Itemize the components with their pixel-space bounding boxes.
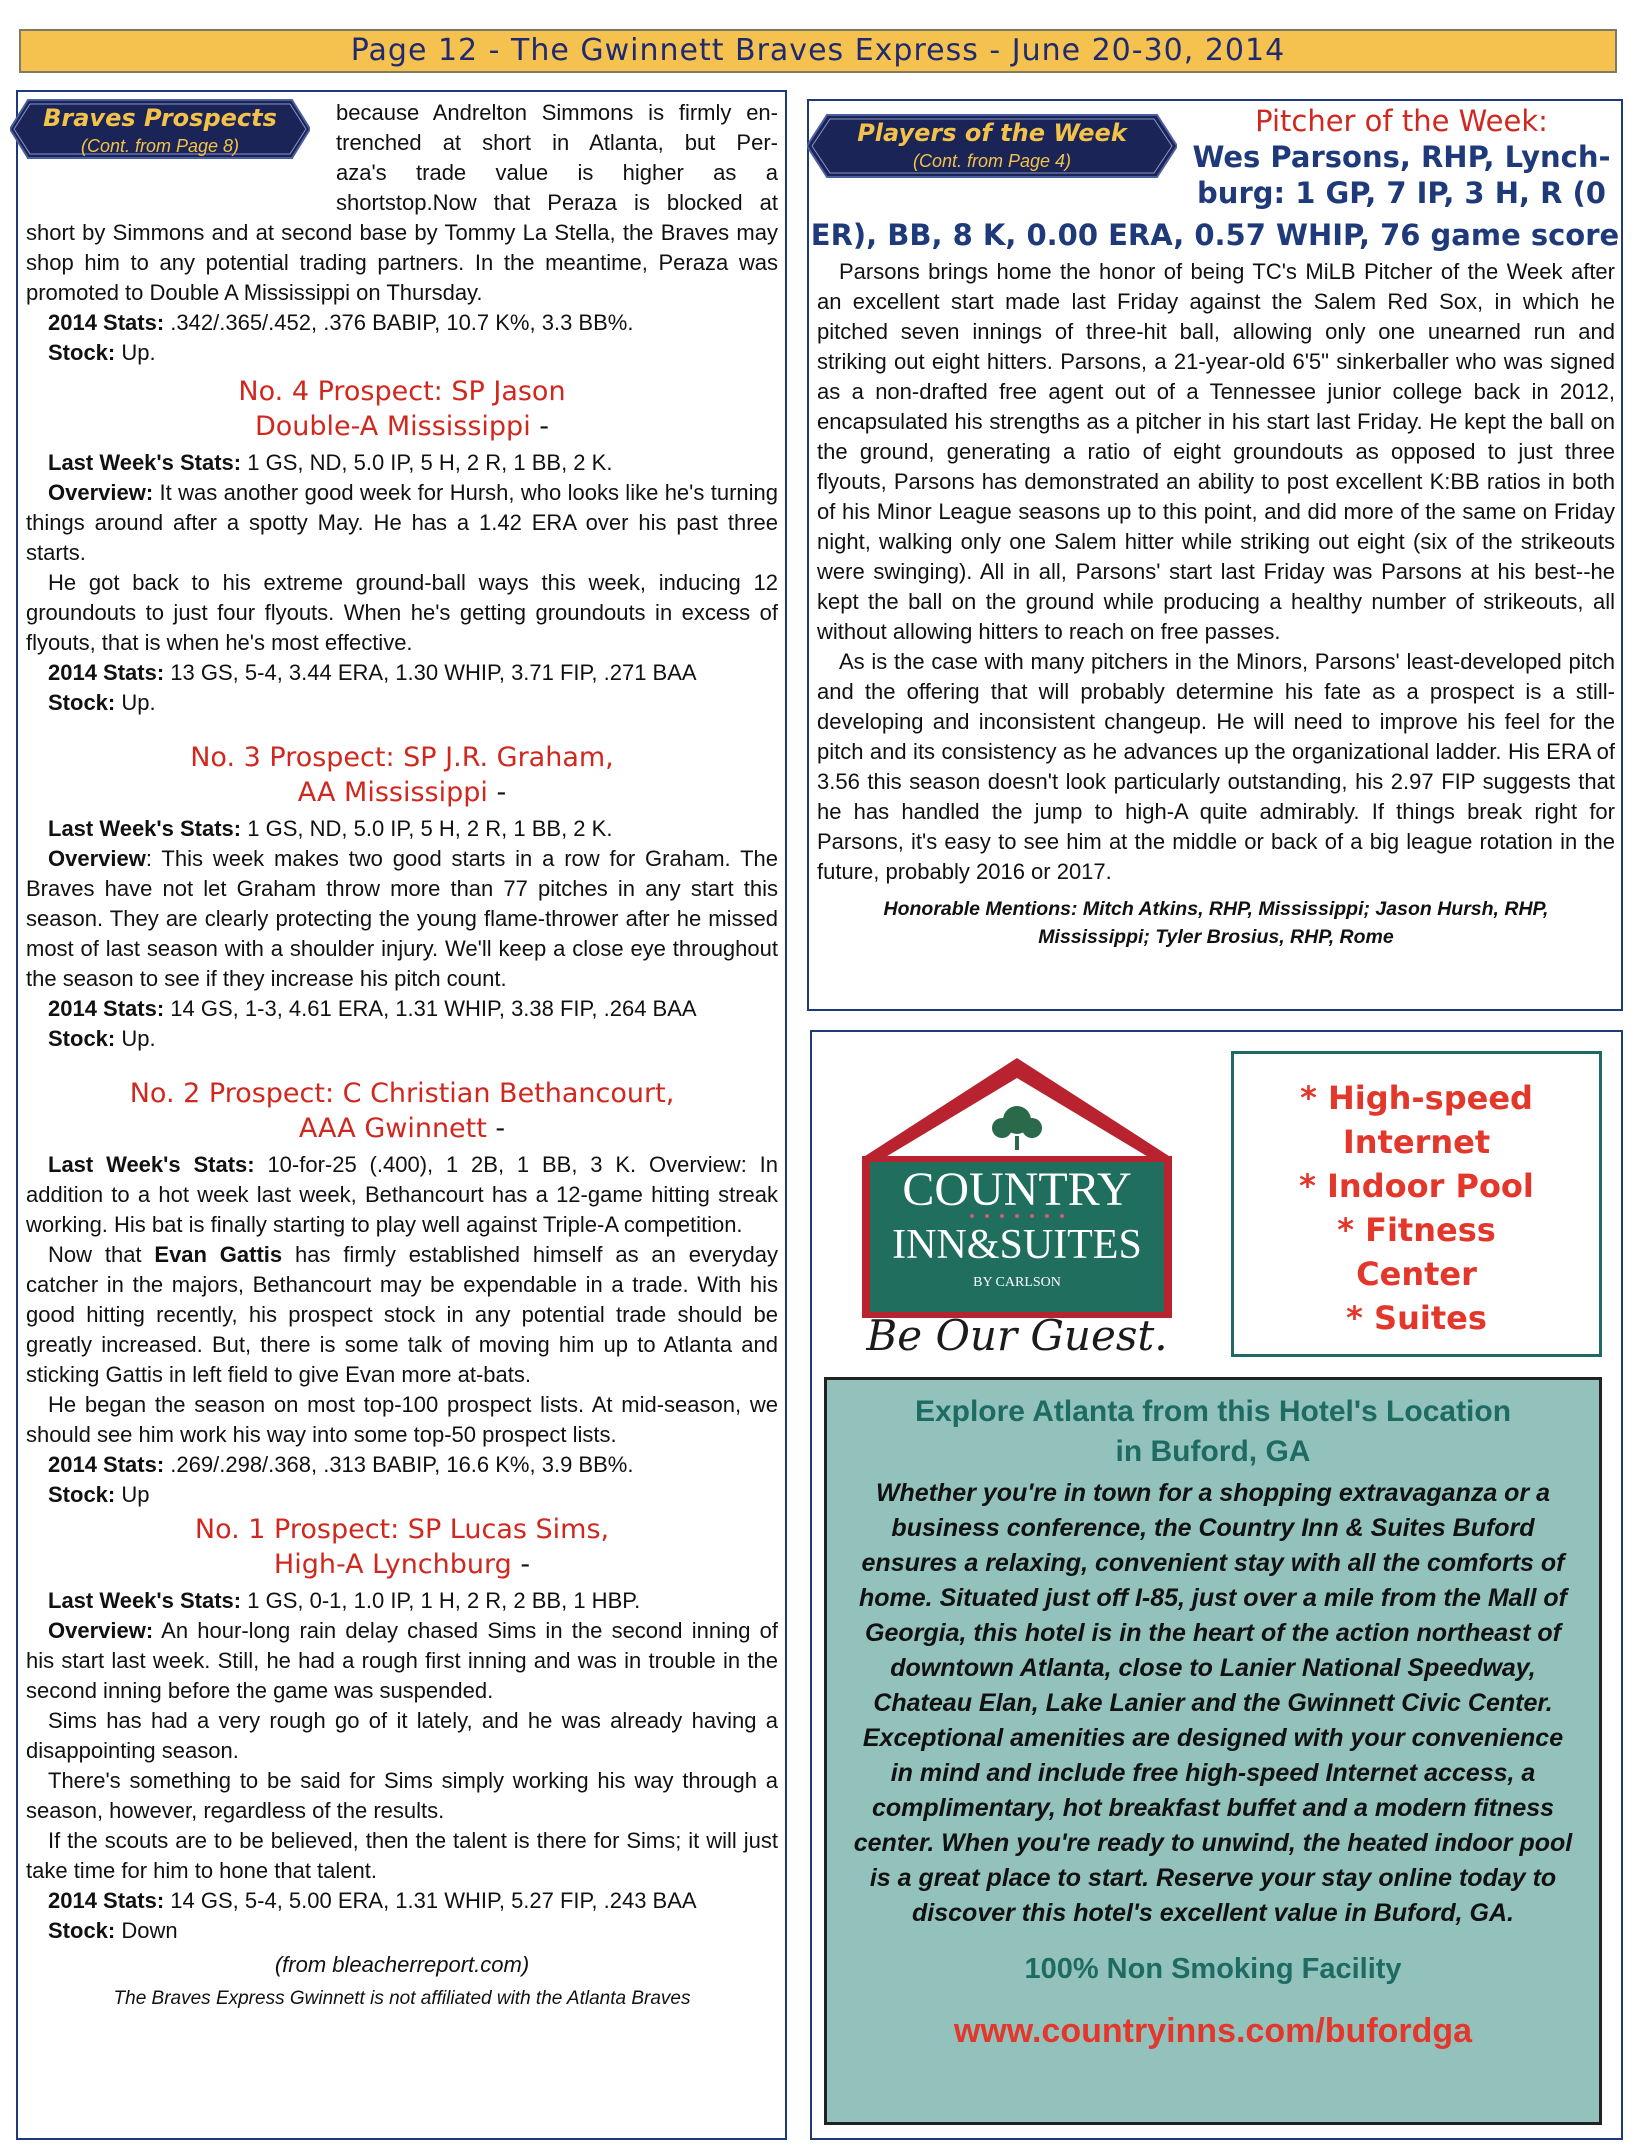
- prospect-2-stock: Stock: Up: [48, 1482, 150, 1507]
- prospect-4-stock: Stock: Up.: [48, 690, 156, 715]
- prospect-4-stats: 2014 Stats: 13 GS, 5-4, 3.44 ERA, 1.30 WHIP, 3.71 FIP, .271 BAA: [48, 660, 697, 685]
- prospect-2-section: [26, 1076, 778, 1510]
- explore-body: Whether you're in town for a shopping extravaganza or a business conference, the Country Inn & Suites Buford ensures a relaxing, convenient stay with all the comforts of home. Situated just off I-85, just over a mile from the Mall of Georgia, this hotel is in the heart of the action northeast of downtown Atlanta, close to Lanier National Speedway, Chateau Elan, Lake Lanier and the Gwinnett Civic Center. Exceptional amenities are designed with your convenience in mind and include free high-speed Internet access, a complimentary, hot breakfast buffet and a modern fitness center. When you're ready to unwind, the heated indoor pool is a great place to start. Reserve your stay online today to discover this hotel's excellent value in Buford, GA.: [853, 1479, 1573, 1927]
- page-header: Page 12 - The Gwinnett Braves Express - June 20-30, 2014: [19, 29, 1617, 73]
- prospect-2-subheading: AAA Gwinnett -: [298, 1113, 506, 1144]
- prospect-3-subheading: AA Mississippi -: [297, 777, 507, 808]
- prospect-4-section: [26, 374, 778, 718]
- hotel-url-link[interactable]: www.countryinns.com/bufordga: [953, 2012, 1473, 2050]
- potw-heading-block: [1189, 103, 1614, 211]
- prospect-2-paragraph-2: He began the season on most top-100 prospect lists. At mid-season, we should see him work his way into some top-50 prospect lists.: [26, 1392, 778, 1447]
- banner-title: Braves Prospects: [43, 104, 277, 132]
- amenity-line-5: Center: [1356, 1255, 1477, 1293]
- country-inn-logo: [842, 1050, 1192, 1360]
- prospect-2-stats: 2014 Stats: .269/.298/.368, .313 BABIP, 16.6 K%, 3.9 BB%.: [48, 1452, 634, 1477]
- prospect-3-last-week: Last Week's Stats: 1 GS, ND, 5.0 IP, 5 H, 2 R, 1 BB, 2 K.: [48, 816, 613, 841]
- prospect-3-section: [26, 740, 778, 1054]
- prospect-1-stock: Stock: Down: [48, 1918, 178, 1943]
- prospect-1-paragraph-4: If the scouts are to be believed, then the talent is there for Sims; it will just take time for him to hone that talent.: [26, 1828, 778, 1883]
- prospect-4-overview: Overview: It was another good week for Hursh, who looks like he's turning things around after a spotty May. He has a 1.42 ERA over his past three starts.: [26, 480, 778, 565]
- prospect-2-last-week: Last Week's Stats: 10-for-25 (.400), 1 2B, 1 BB, 3 K. Overview: In addition to a hot week last week, Bethancourt has a 12-game hitting streak working. His bat is finally starting to play well against Triple-A competition.: [26, 1152, 779, 1237]
- intro-line-4: shortstop.Now that Peraza is blocked at: [336, 190, 778, 215]
- prospect-1-overview: Overview: An hour-long rain delay chased Sims in the second inning of his start last week. Still, he had a rough first inning and was in trouble in the second inning before the game was suspended.: [26, 1618, 778, 1703]
- prospect-3-stats: 2014 Stats: 14 GS, 1-3, 4.61 ERA, 1.31 WHIP, 3.38 FIP, .264 BAA: [48, 996, 697, 1021]
- potw-line-2: Wes Parsons, RHP, Lynch-: [1192, 140, 1611, 174]
- potw-title: Pitcher of the Week:: [1255, 104, 1548, 138]
- amenity-line-6: * Suites: [1346, 1299, 1487, 1337]
- non-smoking-note: 100% Non Smoking Facility: [1024, 1953, 1402, 1985]
- logo-by-carlson: BY CARLSON: [973, 1275, 1061, 1290]
- banner-title: Players of the Week: [857, 119, 1127, 147]
- prospect-2-heading: No. 2 Prospect: C Christian Bethancourt,: [129, 1078, 675, 1109]
- banner-subtitle: (Cont. from Page 4): [912, 151, 1072, 171]
- banner-subtitle: (Cont. from Page 8): [80, 136, 240, 156]
- intro-line-3: aza's trade value is higher as a: [336, 160, 778, 185]
- logo-tagline: Be Our Guest.: [866, 1311, 1168, 1360]
- prospect-1-subheading: High-A Lynchburg -: [273, 1549, 531, 1580]
- p5-stats: 2014 Stats: .342/.365/.452, .376 BABIP, 10.7 K%, 3.3 BB%.: [48, 310, 634, 335]
- honorable-mentions: Honorable Mentions: Mitch Atkins, RHP, Mississippi; Jason Hursh, RHP, Mississippi; Tyler Brosius, RHP, Rome: [883, 898, 1549, 948]
- left-column-text: [26, 98, 778, 2014]
- country-inn-logo-icon: [842, 1050, 1192, 1360]
- prospect-3-stock: Stock: Up.: [48, 1026, 156, 1051]
- players-of-the-week-box: [807, 99, 1623, 1011]
- explore-atlanta-box: [824, 1377, 1602, 2125]
- logo-line-1: COUNTRY: [902, 1163, 1132, 1216]
- potw-paragraph-2: As is the case with many pitchers in the Minors, Parsons' least-developed pitch and the offering that will probably determine his fate as a prospect is a still-developing and inconsistent changeup. He will need to improve his feel for the pitch and its consistency as he advances up the organizational ladder. His ERA of 3.56 this season doesn't look particularly outstanding, his 2.97 FIP suggests that he has handled the jump to high-A quite admirably. If things break right for Parsons, it's easy to see him at the middle or back of a big league rotation in the future, probably 2016 or 2017.: [817, 649, 1615, 884]
- disclaimer: The Braves Express Gwinnett is not affiliated with the Atlanta Braves: [113, 1988, 691, 2009]
- prospect-1-section: [26, 1512, 778, 1946]
- p5-stock: Stock: Up.: [48, 340, 156, 365]
- intro-paragraph: short by Simmons and at second base by Tommy La Stella, the Braves may shop him to any potential trading partners. In the meantime, Peraza was promoted to Double A Mississippi on Thursday.: [26, 220, 778, 305]
- intro-wrap-lines: [26, 98, 778, 218]
- potw-line-3: burg: 1 GP, 7 IP, 3 H, R (0: [1197, 176, 1606, 210]
- prospect-4-last-week: Last Week's Stats: 1 GS, ND, 5.0 IP, 5 H, 2 R, 1 BB, 2 K.: [48, 450, 613, 475]
- prospect-1-paragraph-2: Sims has had a very rough go of it lately, and he was already having a disappointing season.: [26, 1708, 778, 1763]
- amenity-line-2: Internet: [1342, 1123, 1491, 1161]
- logo-line-2: INN&SUITES: [892, 1222, 1142, 1268]
- amenity-line-1: * High-speed: [1300, 1079, 1533, 1117]
- source-credit: (from bleacherreport.com): [274, 1952, 530, 1977]
- potw-body: [817, 257, 1615, 951]
- explore-title: Explore Atlanta from this Hotel's Location in Buford, GA: [914, 1395, 1512, 1468]
- prospect-1-last-week: Last Week's Stats: 1 GS, 0-1, 1.0 IP, 1 H, 2 R, 2 BB, 1 HBP.: [48, 1588, 641, 1613]
- prospect-3-heading: No. 3 Prospect: SP J.R. Graham,: [190, 742, 614, 773]
- prospect-3-overview: Overview: This week makes two good starts in a row for Graham. The Braves have not let Graham throw more than 77 pitches in any start this season. They are clearly protecting the young flame-thrower after he missed most of last season with a shoulder injury. We'll keep a close eye throughout the season to see if they increase his pitch count.: [26, 846, 778, 991]
- players-of-the-week-banner: [807, 109, 1177, 179]
- amenity-line-3: * Indoor Pool: [1299, 1167, 1534, 1205]
- prospect-4-heading: No. 4 Prospect: SP Jason: [238, 376, 566, 407]
- prospect-1-stats: 2014 Stats: 14 GS, 5-4, 5.00 ERA, 1.31 WHIP, 5.27 FIP, .243 BAA: [48, 1888, 697, 1913]
- potw-line-4: ER), BB, 8 K, 0.00 ERA, 0.57 WHIP, 76 game score: [810, 218, 1620, 252]
- intro-line-2: trenched at short in Atlanta, but Per-: [336, 130, 778, 155]
- amenity-line-4: * Fitness: [1337, 1211, 1496, 1249]
- prospect-4-paragraph: He got back to his extreme ground-ball ways this week, inducing 12 groundouts to just four flyouts. When he's getting groundouts in excess of flyouts, that is when he's most effective.: [26, 570, 778, 655]
- braves-prospects-column: [16, 90, 787, 2140]
- potw-paragraph-1: Parsons brings home the honor of being TC's MiLB Pitcher of the Week after an excellent start made last Friday against the Salem Red Sox, in which he pitched seven innings of three-hit ball, allowing only one unearned run and striking out eight hitters. Parsons, a 21-year-old 6'5" sinkerballer who was signed as a non-drafted free agent out of a Tennessee junior college back in 2012, encapsulated his strengths as a pitcher in his start last Friday. He kept the ball on the ground, generating a ratio of eight groundouts as opposed to just three flyouts, Parsons has demonstrated an ability to post excellent K:BB ratios in both of his Minor League seasons up to this point, and did more of the same on Friday night, walking only one Salem hitter while striking out eight (six of the strikeouts were swinging). All in all, Parsons' start last Friday was Parsons at his best--he kept the ball on the ground while producing a healthy number of strikeouts, all without allowing hitters to reach on free passes.: [817, 259, 1615, 644]
- intro-line-1: because Andrelton Simmons is firmly en-: [336, 100, 778, 125]
- prospect-1-paragraph-3: There's something to be said for Sims simply working his way through a season, however, regardless of the results.: [26, 1768, 778, 1823]
- prospect-4-subheading: Double-A Mississippi -: [254, 411, 550, 442]
- amenities-box: [1231, 1051, 1602, 1357]
- prospect-1-heading: No. 1 Prospect: SP Lucas Sims,: [194, 1514, 610, 1545]
- prospect-2-paragraph: Now that Evan Gattis has firmly established himself as an everyday catcher in the majors, Bethancourt may be expendable in a trade. With his good hitting recently, his prospect stock in any potential trade should be greatly increased. But, there is some talk of moving him up to Atlanta and sticking Gattis in left field to give Evan more at-bats.: [26, 1242, 779, 1387]
